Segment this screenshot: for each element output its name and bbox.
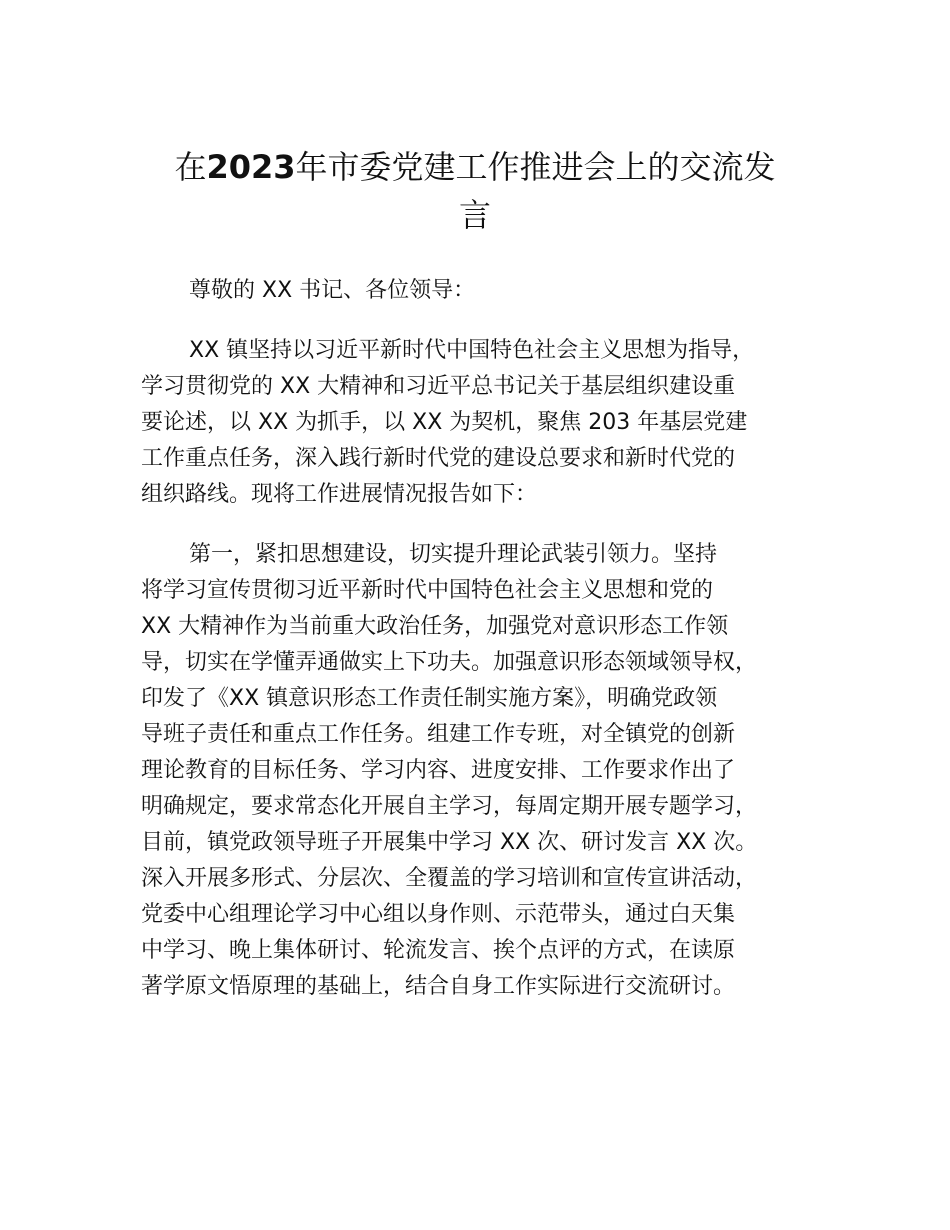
paragraph-line: 深入开展多形式、分层次、全覆盖的学习培训和宣传宣讲活动，	[141, 866, 758, 891]
document-body	[141, 273, 841, 1005]
paragraph-line: 工作重点任务，深入践行新时代党的建设总要求和新时代党的	[141, 446, 736, 471]
paragraph-line: 理论教育的目标任务、学习内容、进度安排、工作要求作出了	[141, 758, 736, 783]
title-rest: 年市委党建工作推进会上的交流发	[295, 148, 776, 186]
paragraph-line: 明确规定，要求常态化开展自主学习，每周定期开展专题学习，	[141, 794, 758, 819]
paragraph-line: 导，切实在学懂弄通做实上下功夫。加强意识形态领域领导权，	[141, 650, 758, 675]
paragraph-line: 学习贯彻党的 XX 大精神和习近平总书记关于基层组织建设重	[141, 374, 736, 399]
title-prefix: 在	[174, 148, 207, 186]
paragraph-line: 第一，紧扣思想建设，切实提升理论武装引领力。坚持	[189, 542, 718, 567]
paragraph-line: 目前，镇党政领导班子开展集中学习 XX 次、研讨发言 XX 次。	[141, 830, 758, 855]
paragraph-intro	[141, 333, 841, 513]
paragraph-line: 导班子责任和重点工作任务。组建工作专班，对全镇党的创新	[141, 722, 736, 747]
paragraph-line: 著学原文悟原理的基础上，结合自身工作实际进行交流研讨。	[141, 974, 736, 999]
paragraph-line: XX 大精神作为当前重大政治任务，加强党对意识形态工作领	[141, 614, 729, 639]
paragraph-line: XX 镇坚持以习近平新时代中国特色社会主义思想为指导，	[189, 338, 755, 363]
document-title	[120, 143, 830, 239]
title-line-2: 言	[458, 196, 491, 234]
salutation: 尊敬的 XX 书记、各位领导：	[189, 278, 476, 303]
paragraph-line: 印发了《XX 镇意识形态工作责任制实施方案》，明确党政领	[141, 686, 718, 711]
paragraph-line: 将学习宣传贯彻习近平新时代中国特色社会主义思想和党的	[141, 578, 714, 603]
paragraph-gap	[141, 513, 841, 537]
paragraph-gap	[141, 309, 841, 333]
title-year: 2023	[206, 148, 296, 186]
paragraph-line: 组织路线。现将工作进展情况报告如下：	[141, 482, 538, 507]
paragraph-line: 要论述，以 XX 为抓手，以 XX 为契机，聚焦 203 年基层党建	[141, 410, 748, 435]
paragraph-line: 党委中心组理论学习中心组以身作则、示范带头，通过白天集	[141, 902, 736, 927]
paragraph-first-point	[141, 537, 841, 1005]
paragraph-line: 中学习、晚上集体研讨、轮流发言、挨个点评的方式，在读原	[141, 938, 736, 963]
